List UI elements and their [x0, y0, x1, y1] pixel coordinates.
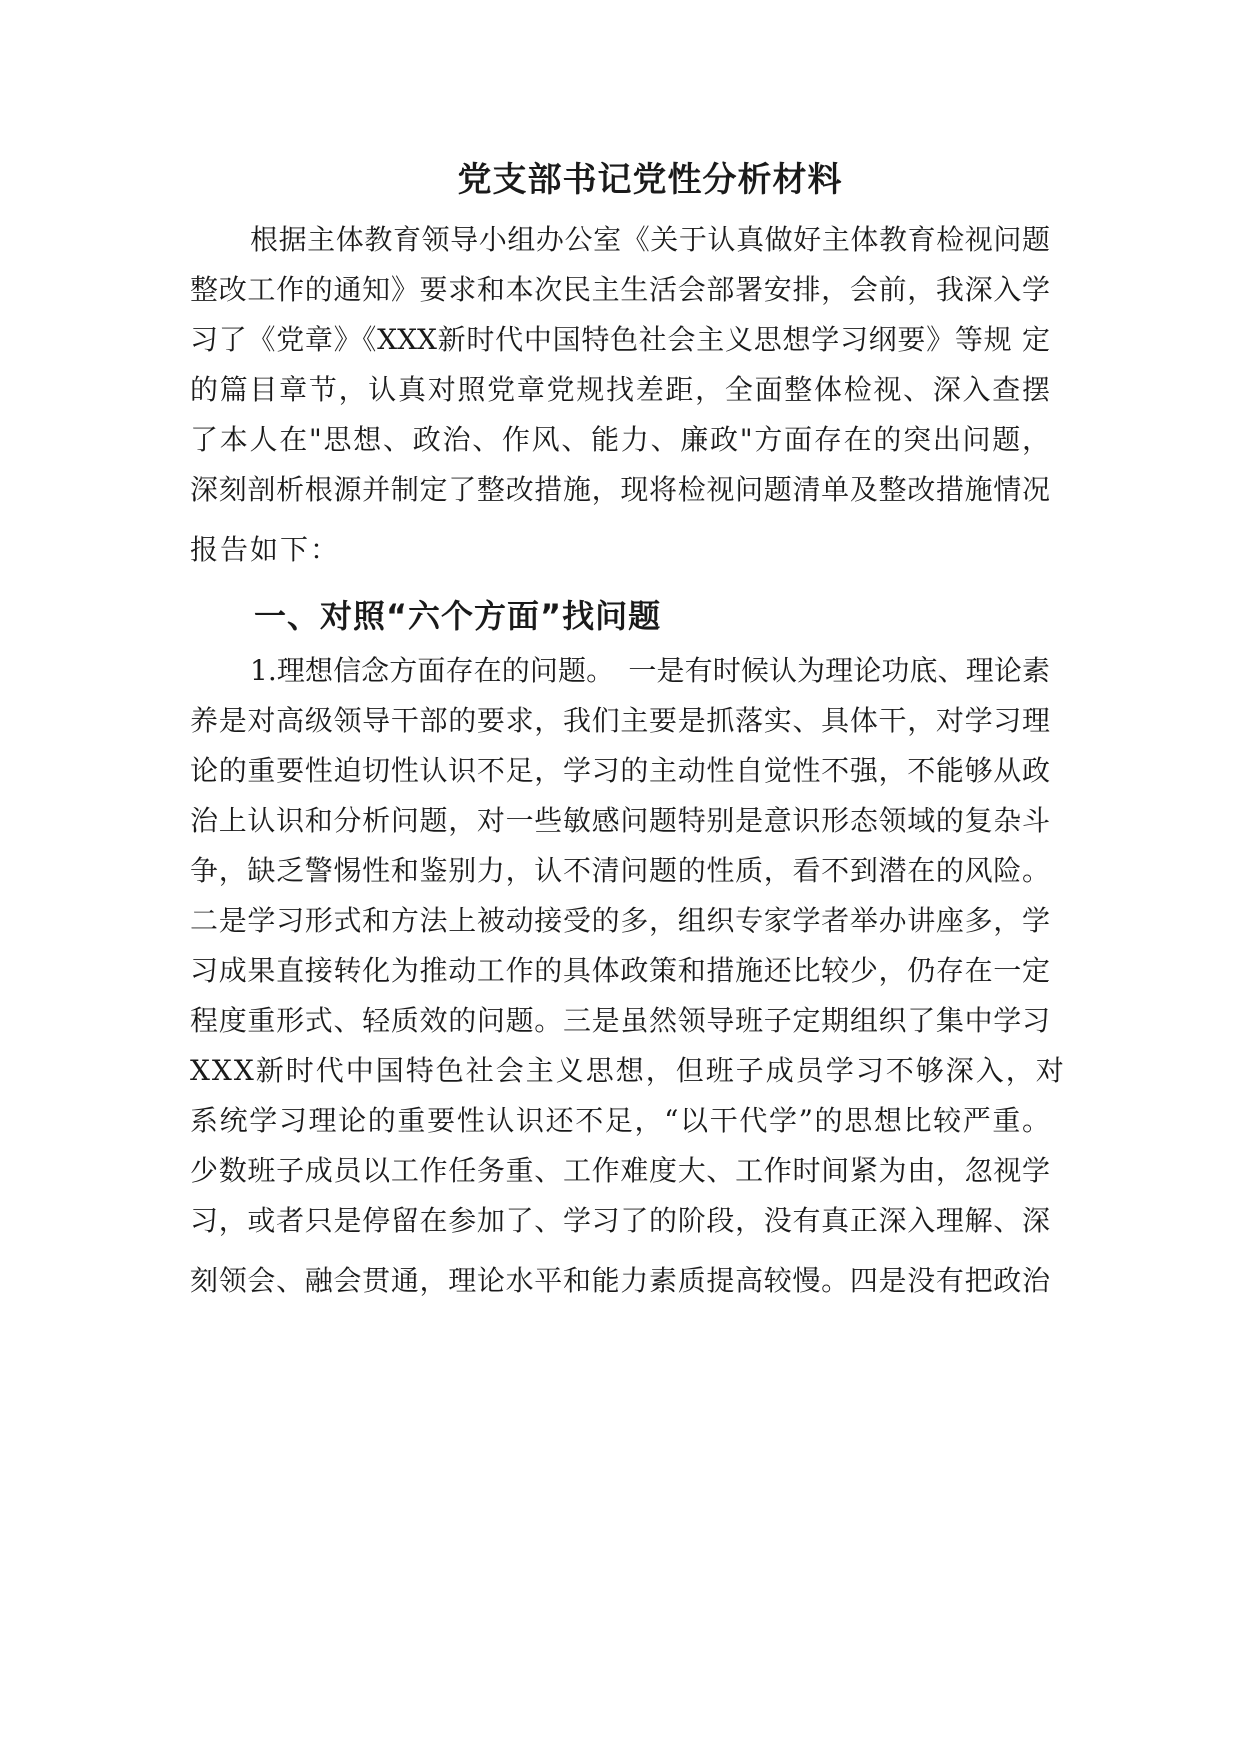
- body-line-12: 习，或者只是停留在参加了、学习了的阶段，没有真正深入理解、深: [190, 1204, 1050, 1237]
- document-title: 党支部书记党性分析材料: [457, 160, 843, 200]
- body-line-8: 程度重形式、轻质效的问题。三是虽然领导班子定期组织了集中学习: [190, 1004, 1050, 1037]
- intro-line-2: 整改工作的通知》要求和本次民主生活会部署安排，会前，我深入学: [190, 273, 1050, 306]
- intro-line-3: 习了《党章》《XXX新时代中国特色社会主义思想学习纲要》等规 定: [190, 323, 1050, 356]
- body-line-2: 养是对高级领导干部的要求，我们主要是抓落实、具体干，对学习理: [190, 704, 1050, 737]
- body-line-13: 刻领会、融会贯通，理论水平和能力素质提高较慢。四是没有把政治: [190, 1264, 1050, 1297]
- intro-line-6: 深刻剖析根源并制定了整改措施，现将检视问题清单及整改措施情况: [190, 473, 1050, 506]
- intro-line-4: 的篇目章节，认真对照党章党规找差距，全面整体检视、深入查摆: [190, 373, 1050, 406]
- body-line-11: 少数班子成员以工作任务重、工作难度大、工作时间紧为由，忽视学: [190, 1154, 1050, 1187]
- body-line-1: 1.理想信念方面存在的问题。 一是有时候认为理论功底、理论素: [250, 654, 1050, 687]
- body-line-7: 习成果直接转化为推动工作的具体政策和措施还比较少，仍存在一定: [190, 954, 1050, 987]
- body-line-9: XXX新时代中国特色社会主义思想，但班子成员学习不够深入，对: [190, 1054, 1066, 1087]
- intro-line-1: 根据主体教育领导小组办公室《关于认真做好主体教育检视问题: [250, 223, 1050, 256]
- body-line-6: 二是学习形式和方法上被动接受的多，组织专家学者举办讲座多，学: [190, 904, 1050, 937]
- body-line-4: 治上认识和分析问题，对一些敏感问题特别是意识形态领域的复杂斗: [190, 804, 1050, 837]
- intro-line-7: 报告如下：: [190, 533, 341, 566]
- intro-line-5: 了本人在"思想、政治、作风、能力、廉政"方面存在的突出问题，: [190, 423, 1050, 456]
- body-line-3: 论的重要性迫切性认识不足，学习的主动性自觉性不强，不能够从政: [190, 754, 1050, 787]
- body-line-10: 系统学习理论的重要性认识还不足，“以干代学”的思想比较严重。: [190, 1104, 1050, 1137]
- section-heading: 一、对照“六个方面”找问题: [254, 597, 662, 635]
- body-line-5: 争，缺乏警惕性和鉴别力，认不清问题的性质，看不到潜在的风险。: [190, 854, 1050, 887]
